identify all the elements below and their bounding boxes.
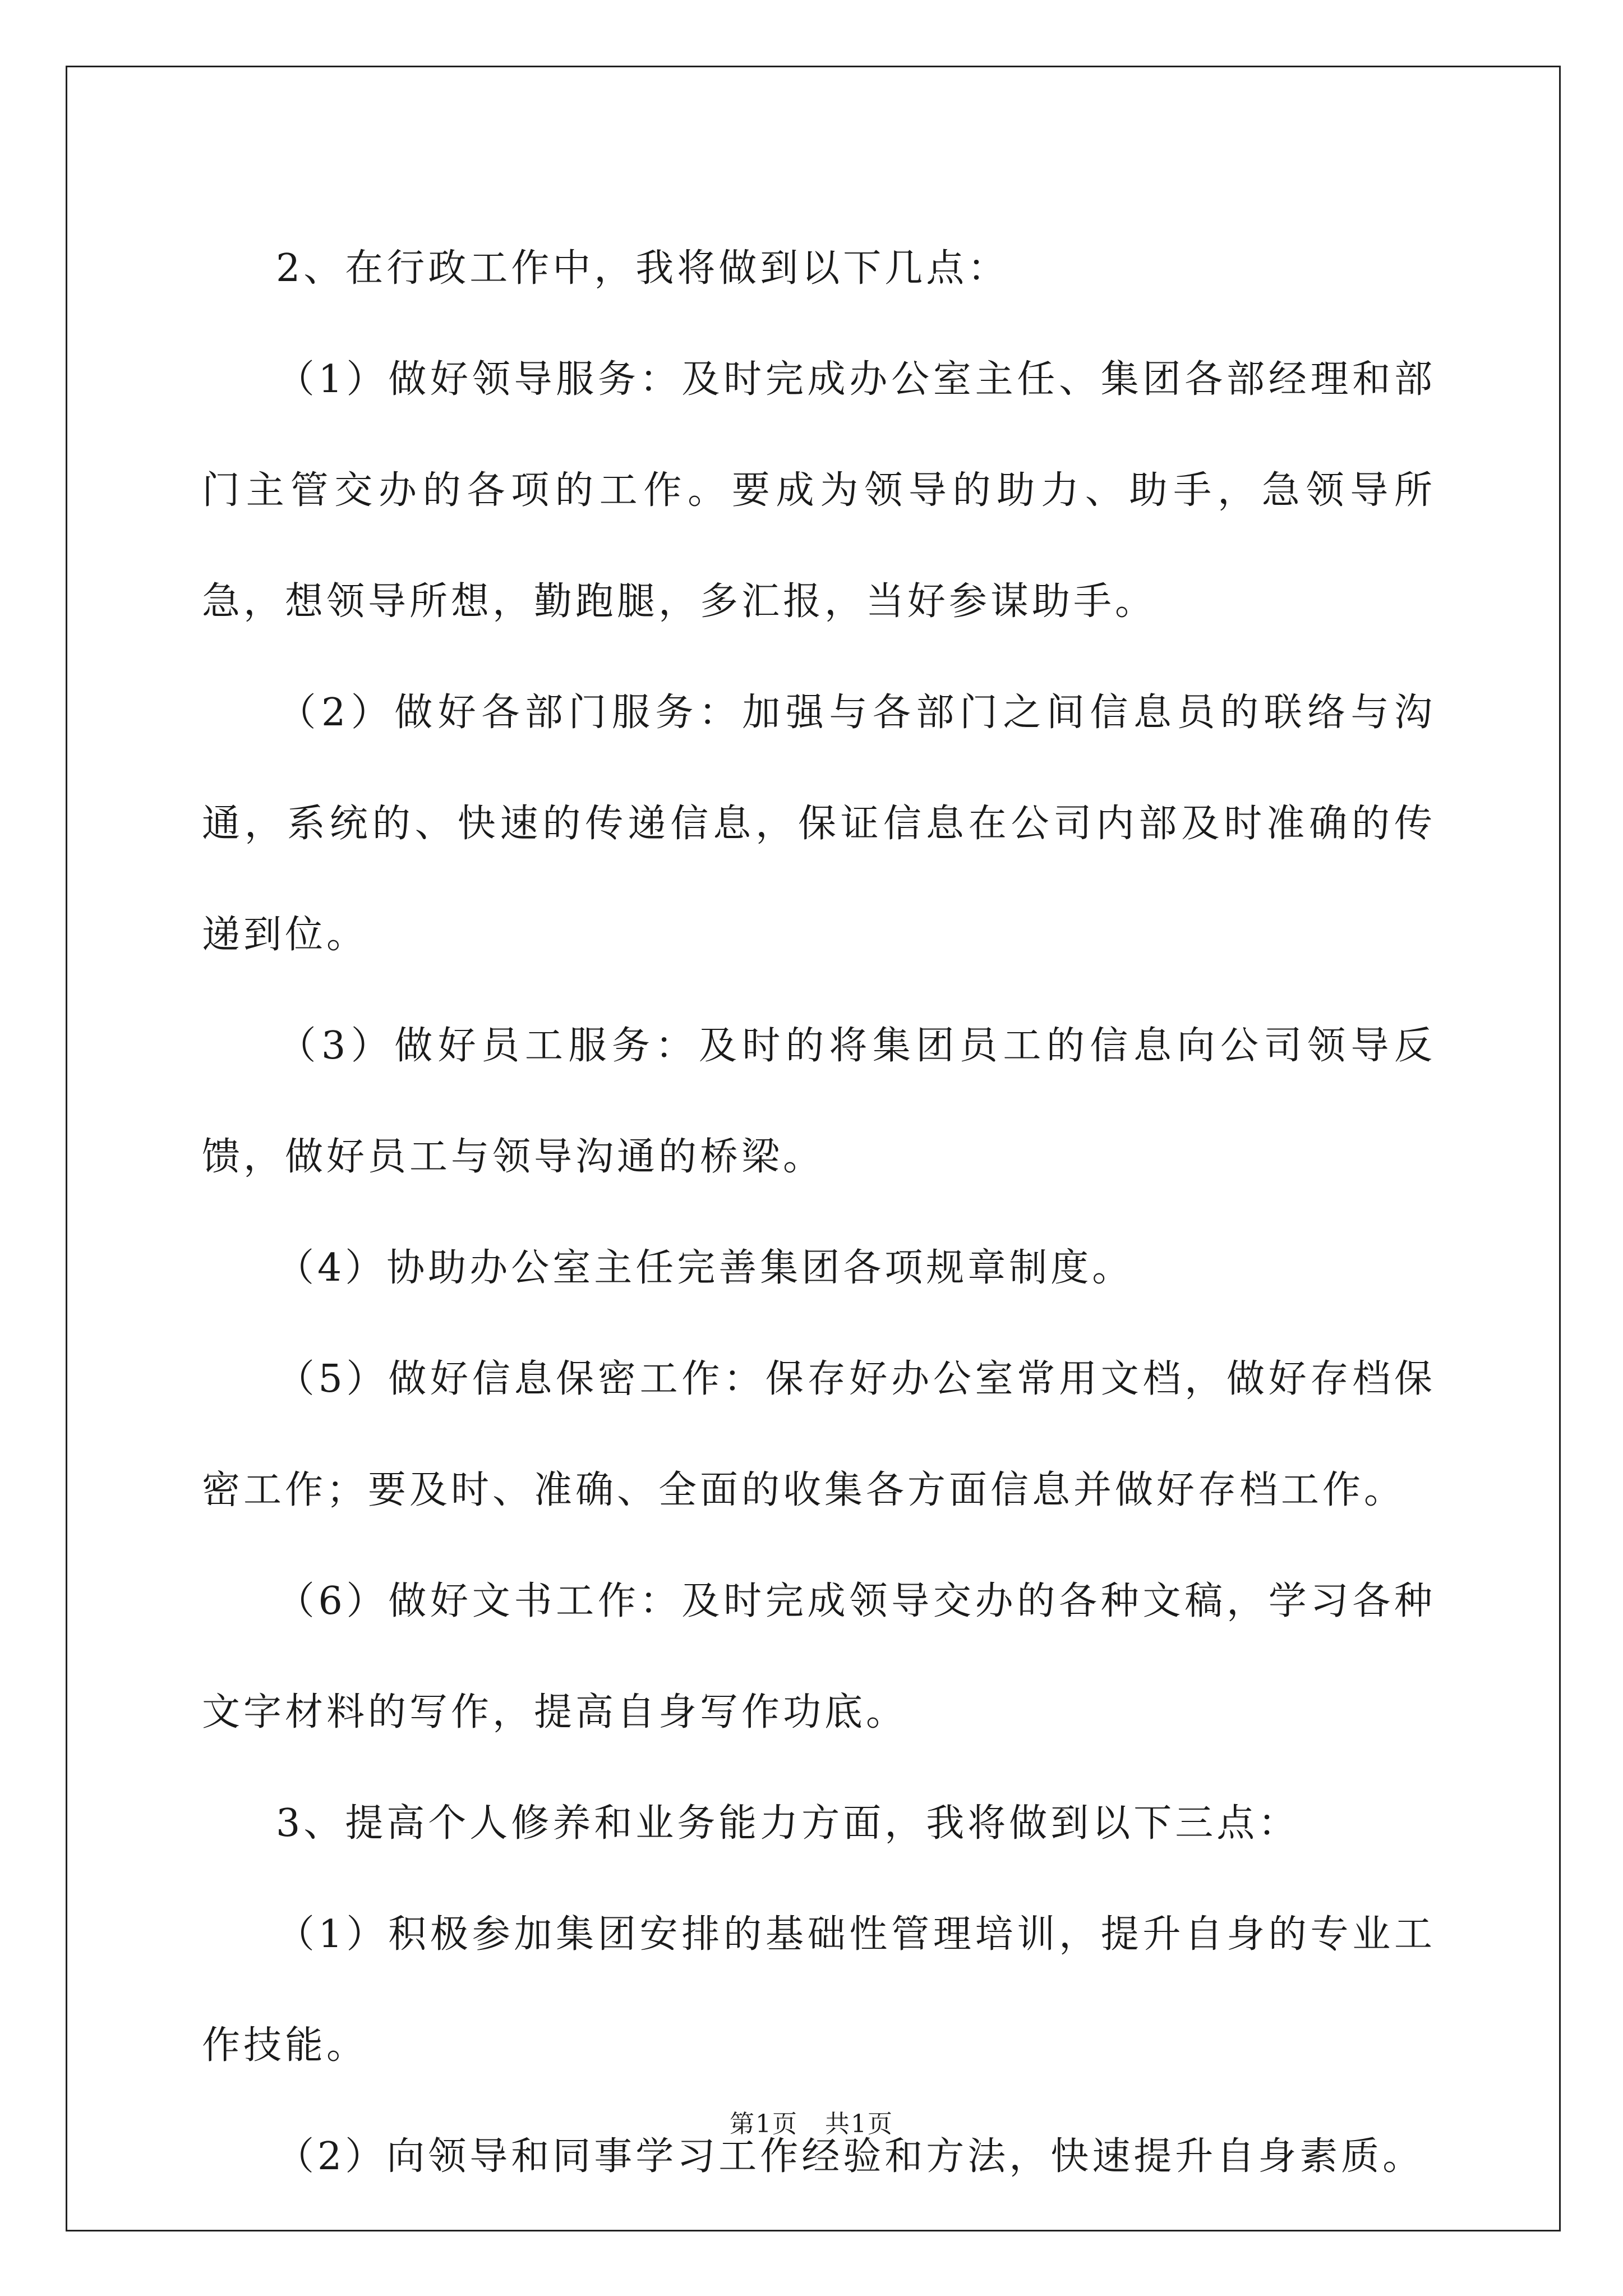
- page-total: 共1页: [825, 2110, 893, 2138]
- page-number: 第1页: [730, 2110, 798, 2138]
- paragraph-section-2-heading: 2、在行政工作中，我将做到以下几点：: [276, 246, 1009, 291]
- document-body: [202, 213, 1436, 2212]
- paragraph-item-staff-service: （3）做好员工服务：及时的将集团员工的信息向公司领导反馈，做好员工与领导沟通的桥梁。: [202, 1024, 1436, 1179]
- paragraph-section-3-heading: 3、提高个人修养和业务能力方面，我将做到以下三点：: [276, 1801, 1300, 1846]
- paragraph-item-leader-service: （1）做好领导服务：及时完成办公室主任、集团各部经理和部门主管交办的各项的工作。要成为领导的助力、助手，急领导所急，想领导所想，勤跑腿，多汇报，当好参谋助手。: [202, 357, 1436, 624]
- paragraph-item-documents: （6）做好文书工作：及时完成领导交办的各种文稿，学习各种文字材料的写作，提高自身写作功底。: [202, 1579, 1436, 1734]
- paragraph-item-training: （1）积极参加集团安排的基础性管理培训，提升自身的专业工作技能。: [202, 1912, 1436, 2068]
- paragraph-item-department-service: （2）做好各部门服务：加强与各部门之间信息员的联络与沟通，系统的、快速的传递信息，保证信息在公司内部及时准确的传递到位。: [202, 691, 1436, 957]
- paragraph-item-confidentiality: （5）做好信息保密工作：保存好办公室常用文档，做好存档保密工作；要及时、准确、全面的收集各方面信息并做好存档工作。: [202, 1357, 1436, 1512]
- paragraph-item-learning: （2）向领导和同事学习工作经验和方法，快速提升自身素质。: [276, 2134, 1424, 2179]
- page-footer: [0, 2104, 1623, 2139]
- paragraph-item-regulations: （4）协助办公室主任完善集团各项规章制度。: [276, 1246, 1134, 1290]
